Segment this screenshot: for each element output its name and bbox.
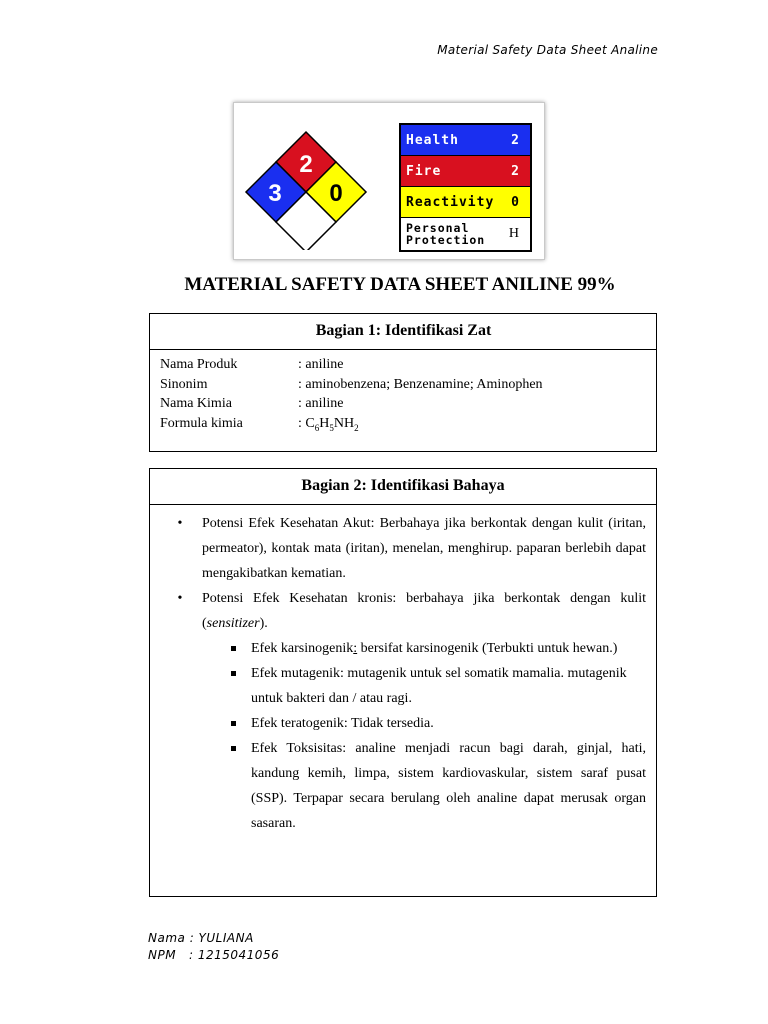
id-row-nama-kimia [160, 394, 656, 414]
bullet-main-text: Potensi Efek Kesehatan kronis: berbahaya jika berkontak dengan kulit [202, 591, 646, 606]
page-header: Material Safety Data Sheet Analine [437, 43, 658, 57]
personal-protection-label [406, 222, 485, 246]
sub-item-part: bersifat karsinogenik (Terbukti untuk hewan.) [357, 641, 618, 656]
formula-sub: 6 [314, 422, 320, 433]
rating-value: 2 [511, 163, 520, 179]
list-item [150, 586, 646, 636]
id-row-formula-kimia [160, 414, 656, 434]
sub-list-item [150, 661, 646, 711]
rating-row-health [401, 125, 530, 156]
sub-item-text: Efek teratogenik: Tidak tersedia. [251, 716, 434, 731]
id-value: : aniline [298, 396, 344, 411]
formula-part: : C [298, 415, 315, 431]
paren-close: ). [259, 616, 268, 631]
sub-item-underlined: : [353, 641, 358, 656]
rating-label: Fire [406, 163, 442, 179]
hazard-label-image [233, 102, 545, 260]
pp-line1: Personal [406, 221, 470, 235]
sub-item-part: Efek karsinogenik [251, 641, 354, 656]
rating-label: Reactivity [406, 194, 495, 210]
diamond-fire-value: 2 [299, 151, 313, 178]
rating-row-personal-protection [401, 218, 530, 250]
diamond-reactivity-value: 0 [329, 180, 343, 207]
sub-item-text: Efek Toksisitas: analine menjadi racun bagi darah, ginjal, hati, kandung kemih, limpa, sistem kardiovaskular, sistem saraf pusat (SSP). Terpapar secara berulang oleh analine dapat merusak organ sasaran. [251, 741, 646, 831]
sub-list-item [150, 736, 646, 836]
section-1-heading: Bagian 1: Identifikasi Zat [150, 314, 657, 350]
square-bullet-icon [150, 636, 251, 661]
id-value: : aminobenzena; Benzenamine; Aminophen [298, 376, 543, 392]
italic-term: sensitizer [206, 616, 260, 631]
hazard-rating-table [399, 123, 532, 252]
sub-list-item [150, 636, 646, 661]
id-value: : aniline [298, 357, 344, 372]
sub-item-text [251, 661, 646, 711]
bullet-text: Potensi Efek Kesehatan Akut: Berbahaya jika berkontak dengan kulit (iritan, permeator), kontak mata (iritan), menelan, menghirup. paparan berlebih dapat mengakibatkan kematian. [202, 516, 646, 581]
id-label: Nama Kimia [160, 396, 232, 411]
sub-list-item [150, 711, 646, 736]
id-label: Nama Produk [160, 357, 238, 372]
id-row-nama-produk [160, 355, 656, 375]
id-label: Sinonim [160, 376, 208, 392]
square-bullet-icon [150, 711, 251, 736]
identification-list [150, 350, 656, 433]
page-footer [148, 930, 279, 964]
rating-value: 2 [511, 132, 520, 148]
id-label: Formula kimia [160, 415, 243, 431]
formula-part: H [319, 415, 330, 431]
bullet-icon: • [177, 516, 183, 531]
section-2-heading: Bagian 2: Identifikasi Bahaya [150, 469, 656, 505]
rating-value: 0 [511, 194, 520, 210]
nfpa-diamond-icon [242, 130, 370, 250]
pp-line2: Protection [406, 233, 486, 247]
document-title: MATERIAL SAFETY DATA SHEET ANILINE 99% [184, 274, 616, 295]
footer-name: Nama : YULIANA [148, 931, 254, 945]
square-bullet-icon [150, 661, 251, 711]
rating-row-fire [401, 156, 530, 187]
formula-sub: 5 [329, 422, 334, 433]
formula-sub: 2 [354, 422, 359, 433]
list-item [150, 511, 646, 586]
section-1-box [149, 313, 657, 452]
formula-part: NH [333, 415, 355, 431]
footer-npm: NPM : 1215041056 [148, 948, 280, 962]
id-row-sinonim [160, 375, 656, 395]
hazard-list [150, 505, 656, 836]
rating-label: Health [406, 132, 459, 148]
personal-protection-value: H [508, 226, 520, 241]
diamond-health-value: 3 [268, 180, 282, 207]
sub-item-text [251, 636, 646, 661]
square-bullet-icon [150, 736, 251, 836]
paren-open: ( [202, 616, 207, 631]
chemical-formula [298, 414, 359, 434]
sub-item-part: untuk bakteri dan / atau ragi. [251, 691, 412, 706]
rating-row-reactivity [401, 187, 530, 218]
section-2-box [149, 468, 657, 897]
sub-item-part: Efek mutagenik: mutagenik untuk sel somatik mamalia. mutagenik [251, 666, 627, 681]
bullet-icon: • [177, 591, 183, 606]
bullet-text [202, 586, 646, 636]
